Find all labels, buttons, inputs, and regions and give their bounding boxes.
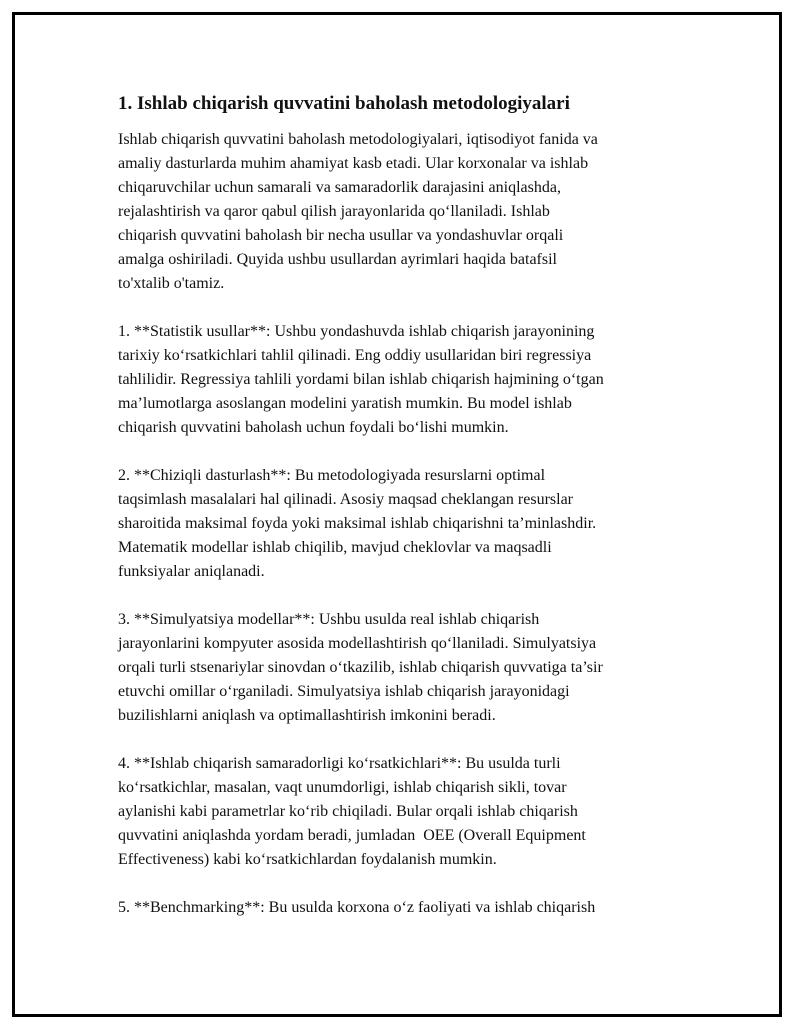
list-item-benchmarking: 5. **Benchmarking**: Bu usulda korxona o‘z faoliyati va ishlab chiqarish	[118, 899, 596, 916]
document-body	[118, 92, 688, 944]
list-item-statistik-usullar: 1. **Statistik usullar**: Ushbu yondashuvda ishlab chiqarish jarayonining tarixiy ko‘rsatkichlari tahlil qilinadi. Eng oddiy usullaridan biri regressiya tahlilidir. Regressiya tahlili yordami bilan ishlab chiqarish hajmining o‘tgan ma’lumotlarga asoslangan modelini yaratish mumkin. Bu model ishlab chiqarish quvvatini baholash uchun foydali bo‘lishi mumkin.	[118, 323, 604, 436]
list-item-samaradorlik-korsatkichlari: 4. **Ishlab chiqarish samaradorligi ko‘rsatkichlari**: Bu usulda turli ko‘rsatkichlar, masalan, vaqt unumdorligi, ishlab chiqarish sikli, tovar aylanishi kabi parametrlar ko‘rib chiqiladi. Bular orqali ishlab chiqarish quvvatini aniqlashda yordam beradi, jumladan OEE (Overall Equipment Effectiveness) kabi ko‘rsatkichlardan foydalanish mumkin.	[118, 755, 586, 868]
list-item-simulyatsiya-modellar: 3. **Simulyatsiya modellar**: Ushbu usulda real ishlab chiqarish jarayonlarini kompyuter asosida modellashtirish qo‘llaniladi. Simulyatsiya orqali turli stsenariylar sinovdan o‘tkazilib, ishlab chiqarish quvvatiga ta’sir etuvchi omillar o‘rganiladi. Simulyatsiya ishlab chiqarish jarayonidagi buzilishlarni aniqlash va optimallashtirish imkonini beradi.	[118, 611, 603, 724]
intro-paragraph: Ishlab chiqarish quvvatini baholash metodologiyalari, iqtisodiyot fanida va amaliy dasturlarda muhim ahamiyat kasb etadi. Ular korxonalar va ishlab chiqaruvchilar uchun samarali va samaradorlik darajasini aniqlashda, rejalashtirish va qaror qabul qilish jarayonlarida qo‘llaniladi. Ishlab chiqarish quvvatini baholash bir necha usullar va yondashuvlar orqali amalga oshiriladi. Quyida ushbu usullardan ayrimlari haqida batafsil to'xtalib o'tamiz.	[118, 131, 598, 292]
section-heading: 1. Ishlab chiqarish quvvatini baholash metodologiyalari	[118, 93, 570, 114]
list-item-chiziqli-dasturlash: 2. **Chiziqli dasturlash**: Bu metodologiyada resurslarni optimal taqsimlash masalalari hal qilinadi. Asosiy maqsad cheklangan resurslar sharoitida maksimal foyda yoki maksimal ishlab chiqarishni ta’minlashdir. Matematik modellar ishlab chiqilib, mavjud cheklovlar va maqsadli funksiyalar aniqlanadi.	[118, 467, 597, 580]
